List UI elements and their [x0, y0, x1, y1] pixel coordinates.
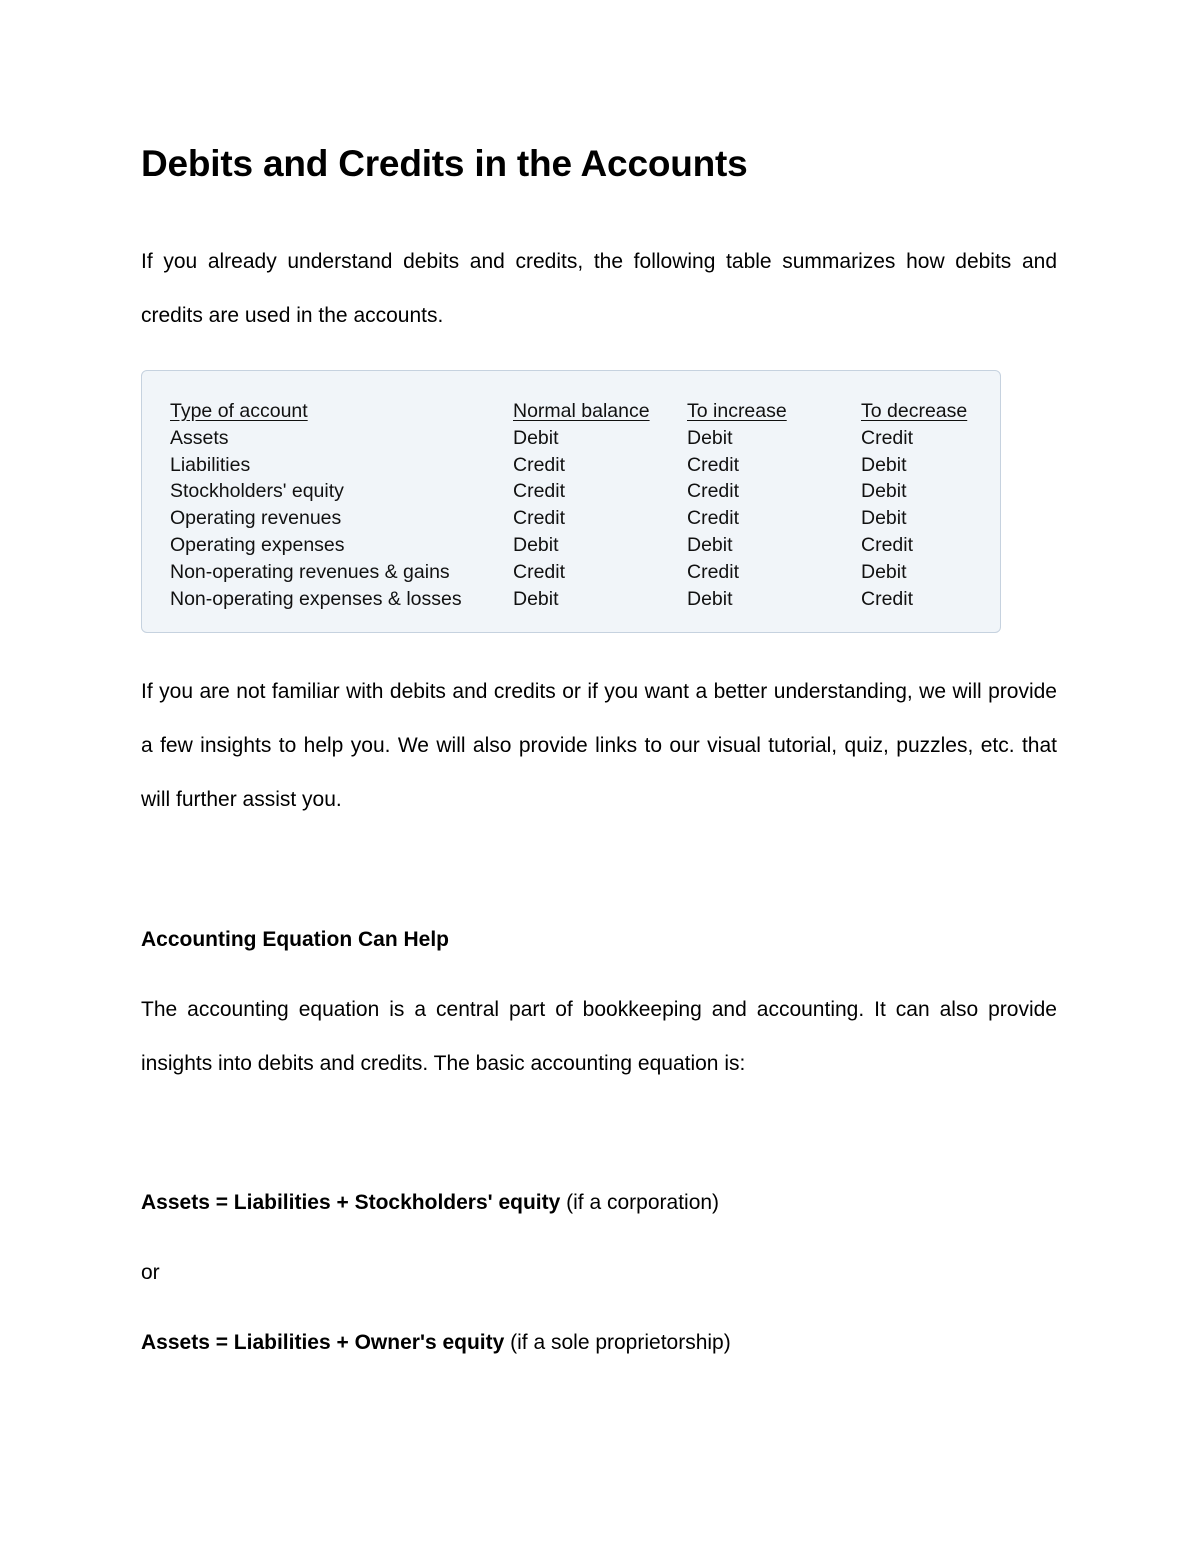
cell-normal-balance: Debit [513, 587, 559, 610]
table-row [170, 452, 981, 479]
cell-type: Liabilities [170, 453, 251, 476]
equation-corporation [141, 1188, 719, 1218]
cell-to-increase: Credit [687, 480, 740, 503]
account-rules-table [170, 398, 981, 612]
cell-to-decrease: Debit [861, 507, 907, 530]
table-row [170, 586, 981, 613]
account-rules-table-box [141, 370, 1001, 633]
cell-normal-balance: Credit [513, 453, 566, 476]
cell-type: Non-operating expenses & losses [170, 587, 462, 610]
cell-to-increase: Credit [687, 453, 740, 476]
cell-to-increase: Debit [687, 587, 733, 610]
cell-to-decrease: Credit [861, 587, 914, 610]
cell-normal-balance: Debit [513, 426, 559, 449]
equation-corporation-note: (if a corporation) [560, 1191, 720, 1214]
cell-normal-balance: Credit [513, 560, 566, 583]
cell-to-increase: Debit [687, 426, 733, 449]
table-header-row [170, 398, 981, 425]
cell-normal-balance: Credit [513, 480, 566, 503]
cell-to-decrease: Debit [861, 560, 907, 583]
table-row [170, 478, 981, 505]
cell-to-decrease: Debit [861, 453, 907, 476]
table-row [170, 505, 981, 532]
cell-type: Non-operating revenues & gains [170, 560, 450, 583]
header-type-of-account: Type of account [170, 400, 308, 422]
or-separator: or [141, 1261, 160, 1284]
cell-normal-balance: Credit [513, 507, 566, 530]
equation-corporation-formula: Assets = Liabilities + Stockholders' equity [141, 1191, 561, 1214]
header-to-decrease: To decrease [861, 400, 968, 422]
cell-type: Operating expenses [170, 533, 345, 556]
equation-intro-paragraph: The accounting equation is a central part of bookkeeping and accounting. It can also provide insights into debits and credits. The basic accounting equation is: [141, 998, 1057, 1075]
table-row [170, 532, 981, 559]
section-heading: Accounting Equation Can Help [141, 928, 449, 951]
intro-paragraph: If you already understand debits and credits, the following table summarizes how debits and credits are used in the accounts. [141, 250, 1057, 327]
equation-sole-formula: Assets = Liabilities + Owner's equity [141, 1331, 505, 1354]
page-title: Debits and Credits in the Accounts [141, 143, 748, 184]
cell-type: Assets [170, 426, 229, 449]
table-row [170, 559, 981, 586]
cell-to-increase: Credit [687, 507, 740, 530]
equation-sole-note: (if a sole proprietorship) [504, 1331, 731, 1354]
equation-sole-proprietorship [141, 1328, 731, 1358]
cell-to-decrease: Credit [861, 426, 914, 449]
header-normal-balance: Normal balance [513, 400, 650, 422]
cell-to-increase: Credit [687, 560, 740, 583]
cell-type: Stockholders' equity [170, 480, 344, 503]
cell-to-decrease: Credit [861, 533, 914, 556]
table-row [170, 425, 981, 452]
cell-to-increase: Debit [687, 533, 733, 556]
more-info-paragraph: If you are not familiar with debits and credits or if you want a better understanding, we will provide a few insights to help you. We will also provide links to our visual tutorial, quiz, puzzles, etc. that will further assist you. [141, 680, 1057, 811]
cell-normal-balance: Debit [513, 533, 559, 556]
cell-to-decrease: Debit [861, 480, 907, 503]
cell-type: Operating revenues [170, 507, 342, 530]
header-to-increase: To increase [687, 400, 787, 422]
